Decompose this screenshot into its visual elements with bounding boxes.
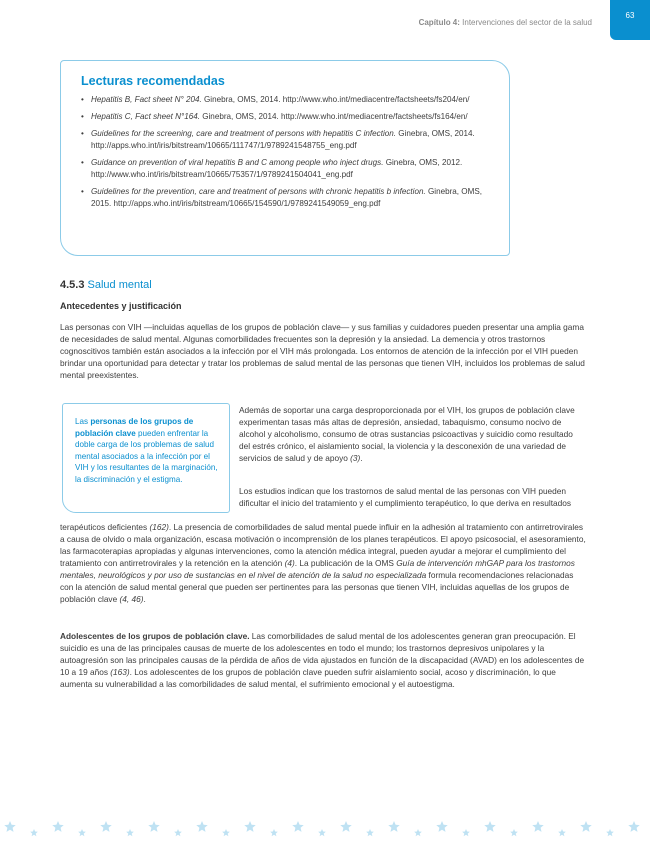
- star-icon: [414, 829, 422, 836]
- chapter-title: Intervenciones del sector de la salud: [459, 18, 592, 27]
- text-run: . La publicación de la OMS: [294, 558, 397, 568]
- reference: (4): [284, 558, 295, 568]
- reading-source: Ginebra, OMS, 2014. http://www.who.int/mediacentre/factsheets/fs204/en/: [201, 95, 470, 104]
- para2-text: Además de soportar una carga desproporcionada por el VIH, los grupos de población clave experimentan tasas más altas de depresión, ansiedad, tabaquismo, consumo nocivo de alcohol y alcoholismo, consumo de otras sustancias psicoactivas y suicidio como resultado del estrés crónico, el aislamiento social, la violencia y la desconexión de una variedad de servicios de salud y de apoyo: [239, 405, 575, 463]
- reading-source: Ginebra, OMS, 2015. http://apps.who.int/iris/bitstream/10665/154590/1/9789241549059_eng.pdf: [91, 187, 482, 208]
- reading-item: [81, 128, 493, 152]
- star-icon: [292, 821, 303, 832]
- reading-source: Ginebra, OMS, 2014. http://apps.who.int/iris/bitstream/10665/111747/1/9789241548755_eng.pdf: [91, 129, 475, 150]
- star-icon: [532, 821, 543, 832]
- callout-text-end: pueden enfrentar la doble carga de los problemas de salud mental asociados a la infección por el VIH y los resultantes de la marginación, la discriminación y el estigma.: [75, 428, 218, 484]
- star-icon: [148, 821, 159, 832]
- reading-item: [81, 157, 493, 181]
- reference: (163): [110, 667, 130, 677]
- section-heading: [60, 279, 152, 291]
- subheading: Antecedentes y justificación: [60, 301, 182, 311]
- callout-bold: personas de los grupos de población clave: [75, 417, 194, 438]
- reading-title: Hepatitis B, Fact sheet N° 204.: [91, 95, 202, 104]
- star-icon: [174, 829, 182, 836]
- star-icon: [388, 821, 399, 832]
- readings-list: [81, 94, 493, 210]
- running-header: [419, 18, 592, 27]
- star-icon: [510, 829, 518, 836]
- star-icon: [126, 829, 134, 836]
- adolescents-lead: Adolescentes de los grupos de población clave.: [60, 631, 250, 641]
- callout-box: [62, 403, 230, 513]
- star-icon: [196, 821, 207, 832]
- star-icon: [484, 821, 495, 832]
- star-icon: [52, 821, 63, 832]
- reading-source: Ginebra, OMS, 2014. http://www.who.int/mediacentre/factsheets/fs164/en/: [199, 112, 468, 121]
- key-populations-paragraph: [239, 404, 585, 464]
- reference: (162): [149, 522, 169, 532]
- adolescents-paragraph: [60, 630, 586, 690]
- star-icon: [222, 829, 230, 836]
- reading-item: [81, 111, 493, 123]
- guide-title: Guía de intervención mhGAP para los trastornos mentales, neurológicos y por uso de sustancias en el nivel de atención de la salud no especializada: [60, 558, 575, 580]
- text-run: formula recomendaciones relacionadas con la atención de salud mental general que pueden ser pertinentes para las personas que tienen VIH, incluidas aquellas de los grupos de población clave: [60, 570, 574, 604]
- recommended-readings-box: [60, 60, 510, 256]
- page-number: 63: [625, 11, 635, 20]
- reading-title: Hepatitis C, Fact sheet N°164.: [91, 112, 200, 121]
- text-run: Las comorbilidades de salud mental de los adolescentes generan gran preocupación. El suicidio es una de las principales causas de muerte de los adolescentes en todo el mundo; los trastornos depresivos unipolares y la autoagresión son las principales causas de la pérdida de años de vida ajustados en función de la discapacidad (AVAD) en los adolescentes de 10 a 19 años: [60, 631, 585, 677]
- star-icon: [606, 829, 614, 836]
- star-icon: [580, 821, 591, 832]
- reference: (4, 46): [119, 594, 144, 604]
- text-run: .: [143, 594, 146, 604]
- intro-paragraph: Las personas con VIH —incluidas aquellas de los grupos de población clave— y sus familias y cuidadores pueden presentar una amplia gama de necesidades de salud mental. Algunas comorbilidades frecuentes son la depresión y la ansiedad. La demencia y otros trastornos cognoscitivos también están asociados a la infección por el VIH más prolongada. Los entornos de atención de la infección por el VIH pueden brindar una oportunidad para detectar y tratar los problemas de salud mental de las personas que tienen VIH, incluidos los problemas de salud mental preexistentes.: [60, 322, 585, 380]
- text-run: . La presencia de comorbilidades de salud mental puede influir en la adhesión al tratamiento con antirretrovirales a causa de olvido o mala organización, escasa motivación o incomprensión de los planes terapéuticos. El apoyo psicosocial, el asesoramiento, las farmacoterapias apropiadas y algunas intervenciones, como la atención médica integral, pueden ayudar a mejorar el cumplimiento del tratamiento con antirretrovirales y la retención en la atención: [60, 522, 586, 568]
- text-run: . Los adolescentes de los grupos de población clave pueden sufrir aislamiento social, acoso y discriminación, lo que aumenta su vulnerabilidad a las comorbilidades de salud mental, el sufrimiento emocional y el autoestigma.: [60, 667, 556, 689]
- reading-title: Guidance on prevention of viral hepatitis B and C among people who inject drugs.: [91, 158, 384, 167]
- para2-end: .: [360, 453, 363, 463]
- star-icon: [270, 829, 278, 836]
- star-icon: [366, 829, 374, 836]
- star-icon: [318, 829, 326, 836]
- star-icon: [78, 829, 86, 836]
- reading-source: Ginebra, OMS, 2012. http://www.who.int/iris/bitstream/10665/75357/1/9789241504041_eng.pdf: [91, 158, 463, 179]
- text-run: terapéuticos deficientes: [60, 522, 150, 532]
- studies-paragraph-start: Los estudios indican que los trastornos de salud mental de las personas con VIH pueden dificultar el inicio del tratamiento y el cumplimiento terapéutico, lo que deriva en resultados: [239, 486, 572, 508]
- star-icon: [100, 821, 111, 832]
- reference: (3): [350, 453, 361, 463]
- star-icon: [244, 821, 255, 832]
- star-icon: [436, 821, 447, 832]
- chapter-label: Capítulo 4:: [418, 18, 460, 27]
- reading-title: Guidelines for the screening, care and treatment of persons with hepatitis C infection.: [91, 129, 397, 138]
- star-icon: [30, 829, 38, 836]
- section-number: 4.5.3: [60, 279, 85, 291]
- decorative-star-band: [0, 815, 650, 841]
- reading-item: [81, 94, 493, 106]
- star-icon: [4, 821, 15, 832]
- star-icon: [340, 821, 351, 832]
- callout-text-start: Las: [75, 417, 91, 426]
- section-title: Salud mental: [84, 279, 152, 291]
- readings-title: Lecturas recomendadas: [81, 74, 225, 88]
- star-icon: [462, 829, 470, 836]
- studies-paragraph-continued: [60, 521, 586, 605]
- reading-title: Guidelines for the prevention, care and treatment of persons with chronic hepatitis b infection.: [91, 187, 426, 196]
- star-icon: [628, 821, 639, 832]
- star-icon: [558, 829, 566, 836]
- reading-item: [81, 186, 493, 210]
- page-number-tab: [610, 0, 650, 40]
